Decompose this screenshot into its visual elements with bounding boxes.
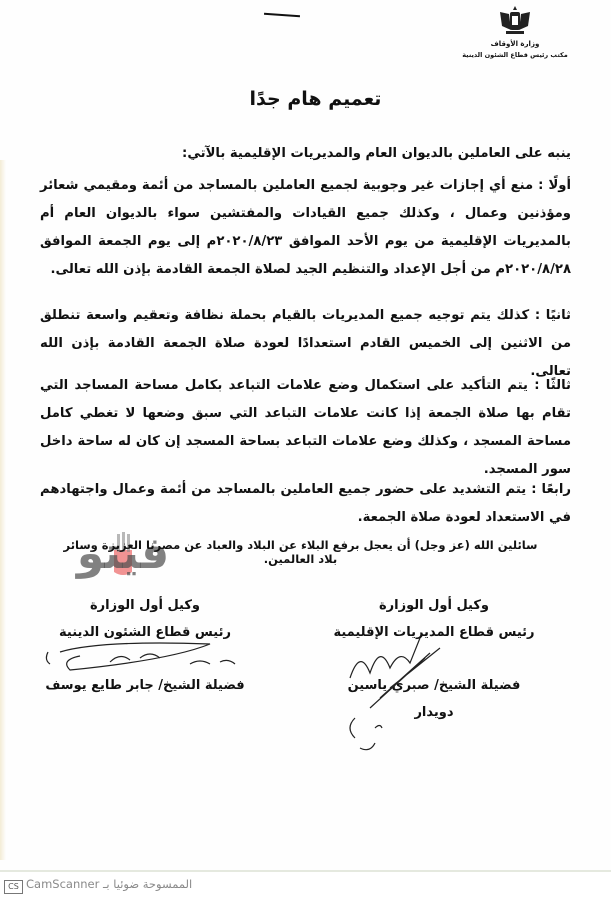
office-name: مكتب رئيس قطاع الشئون الدينية [462, 51, 568, 59]
ministry-name: وزارة الأوقاف [490, 40, 540, 48]
closing-prayer: سائلين الله (عز وجل) أن يعجل برفع البلاء عن البلاد والعباد عن مصرنا العزيزة وسائر بلاد العالمين. [63, 538, 538, 566]
paragraph-first: أولًا : منع أي إجازات غير وجوبية لجميع العاملين بالمساجد من أئمة ومقيمي شعائر ومؤذنين وعمال ، وكذلك جميع القيادات والمفتشين سواء بالديوان العام أم بالمديريات الإقليمية من يوم الأحد الموافق ٢٠٢٠/٨/٢٣م إلى يوم الجمعة الموافق ٢٠٢٠/٨/٢٨م من أجل الإعداد والتنظيم الجيد لصلاة الجمعة القادمة بإذن الله تعالى. [40, 178, 571, 277]
camscanner-logo-icon: CS [4, 880, 23, 894]
signatory-role: رئيس قطاع الشئون الدينية [59, 625, 231, 640]
eagle-emblem-icon [494, 4, 536, 38]
camscanner-footer [0, 870, 611, 902]
camscanner-arabic-text: الممسوحة ضوئيا بـ [103, 877, 193, 891]
paragraph-fourth: رابعًا : يتم التشديد على حضور جميع العاملين بالمساجد من أئمة وعمال واجتهادهم في الاستعداد لعودة صلاة الجمعة. [40, 482, 571, 525]
document-title: تعميم هام جدًا [249, 88, 382, 110]
signatory-name: فضيلة الشيخ/ جابر طايع يوسف [45, 678, 245, 693]
signatory-title: وكيل أول الوزارة [89, 598, 200, 613]
handwritten-signature-left [40, 630, 240, 680]
intro-line: ينبه على العاملين بالديوان العام والمديريات الإقليمية بالآتي: [182, 146, 571, 161]
paragraph-second: ثانيًا : كذلك يتم توجيه جميع المديريات بالقيام بحملة نظافة وتعقيم واسعة تنطلق من الاثنين إلى الخميس القادم استعدادًا لعودة صلاة الجمعة القادمة بإذن الله تعالى. [40, 308, 571, 379]
camscanner-credit [26, 877, 192, 891]
letterhead [455, 4, 575, 59]
signatory-title: وكيل أول الوزارة [378, 598, 489, 613]
watermark-text: فيتو [76, 528, 170, 579]
handwritten-signature-right [330, 628, 470, 758]
signatory-name: فضيلة الشيخ/ صبري ياسين دويدار [347, 678, 521, 720]
scan-edge-shadow [0, 160, 6, 860]
camscanner-app-name: CamScanner [26, 877, 100, 891]
paragraph-third: ثالثًا : يتم التأكيد على استكمال وضع علامات التباعد بكامل مساحة المساجد التي تقام بها صلاة الجمعة إذا كانت علامات التباعد التي سبق وضعها لا تغطي كامل مساحة المسجد ، وكذلك وضع علامات التباعد بساحة المسجد إن كان له ساحة داخل سور المسجد. [40, 378, 571, 477]
signatory-role: رئيس قطاع المديريات الإقليمية [333, 625, 535, 640]
pen-mark [264, 13, 300, 18]
